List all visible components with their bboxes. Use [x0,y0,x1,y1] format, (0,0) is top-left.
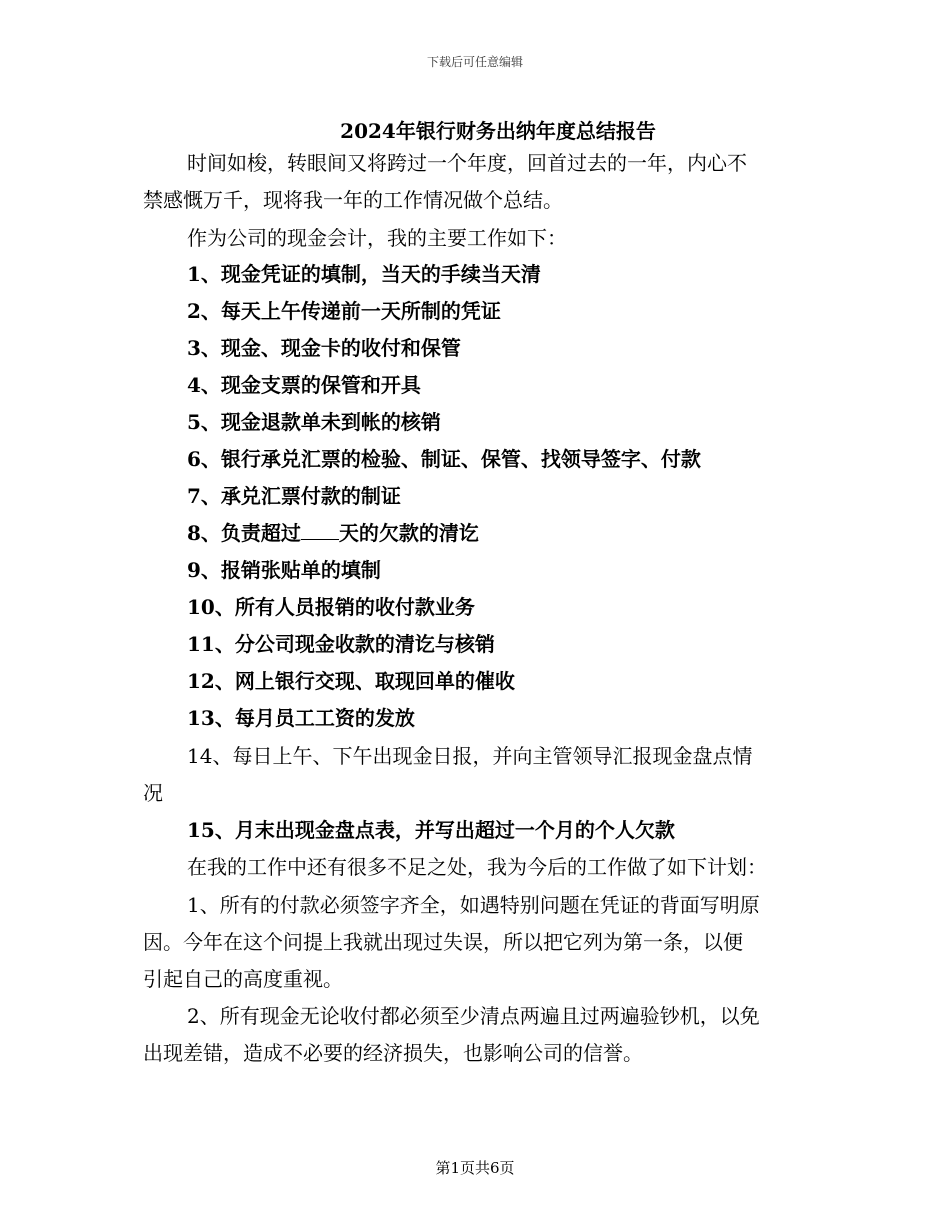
duty-item-9: 9、报销张贴单的填制 [187,558,381,582]
duties-intro: 作为公司的现金会计，我的主要工作如下： [187,226,567,250]
plan-1-line-2: 因。今年在这个问提上我就出现过失误，所以把它列为第一条，以便 [143,930,743,954]
duty-item-11: 11、分公司现金收款的清讫与核销 [187,632,495,656]
duty-item-12: 12、网上银行交现、取现回单的催收 [187,669,515,693]
plan-2-line-1: 2、所有现金无论收付都必须至少清点两遍且过两遍验钞机，以免 [187,1004,760,1028]
page-number: 第1页共6页 [435,1159,515,1177]
duty-item-15: 15、月末出现金盘点表，并写出超过一个月的个人欠款 [187,818,675,842]
duty-item-14: 14、每日上午、下午出现金日报，并向主管领导汇报现金盘点情 [187,744,753,768]
blank-line [301,521,339,540]
plan-2-line-2: 出现差错，造成不必要的经济损失，也影响公司的信誉。 [143,1041,643,1065]
duty-item-14-continued: 况 [143,781,163,805]
duty-item-8-suffix: 天的欠款的清讫 [338,521,479,545]
plan-1-line-1: 1、所有的付款必须签字齐全，如遇特别问题在凭证的背面写明原 [187,893,760,917]
duty-item-6: 6、银行承兑汇票的检验、制证、保管、找领导签字、付款 [187,447,701,471]
header-note: 下载后可任意编辑 [426,55,523,69]
duty-item-8 [187,521,479,545]
duty-item-10: 10、所有人员报销的收付款业务 [187,595,475,619]
duty-item-13: 13、每月员工工资的发放 [187,706,415,730]
duty-item-3: 3、现金、现金卡的收付和保管 [187,336,461,360]
duty-item-4: 4、现金支票的保管和开具 [187,373,421,397]
plans-intro: 在我的工作中还有很多不足之处，我为今后的工作做了如下计划： [187,855,767,879]
duty-item-2: 2、每天上午传递前一天所制的凭证 [187,299,501,323]
duty-item-1: 1、现金凭证的填制，当天的手续当天清 [187,262,541,286]
duty-item-8-prefix: 8、负责超过 [187,521,301,545]
intro-line-2: 禁感慨万千，现将我一年的工作情况做个总结。 [143,188,563,212]
plan-1-line-3: 引起自己的高度重视。 [143,967,343,991]
document-title: 2024年银行财务出纳年度总结报告 [340,119,656,143]
duty-item-5: 5、现金退款单未到帐的核销 [187,410,441,434]
intro-line-1: 时间如梭，转眼间又将跨过一个年度，回首过去的一年，内心不 [187,151,747,175]
duty-item-7: 7、承兑汇票付款的制证 [187,484,401,508]
